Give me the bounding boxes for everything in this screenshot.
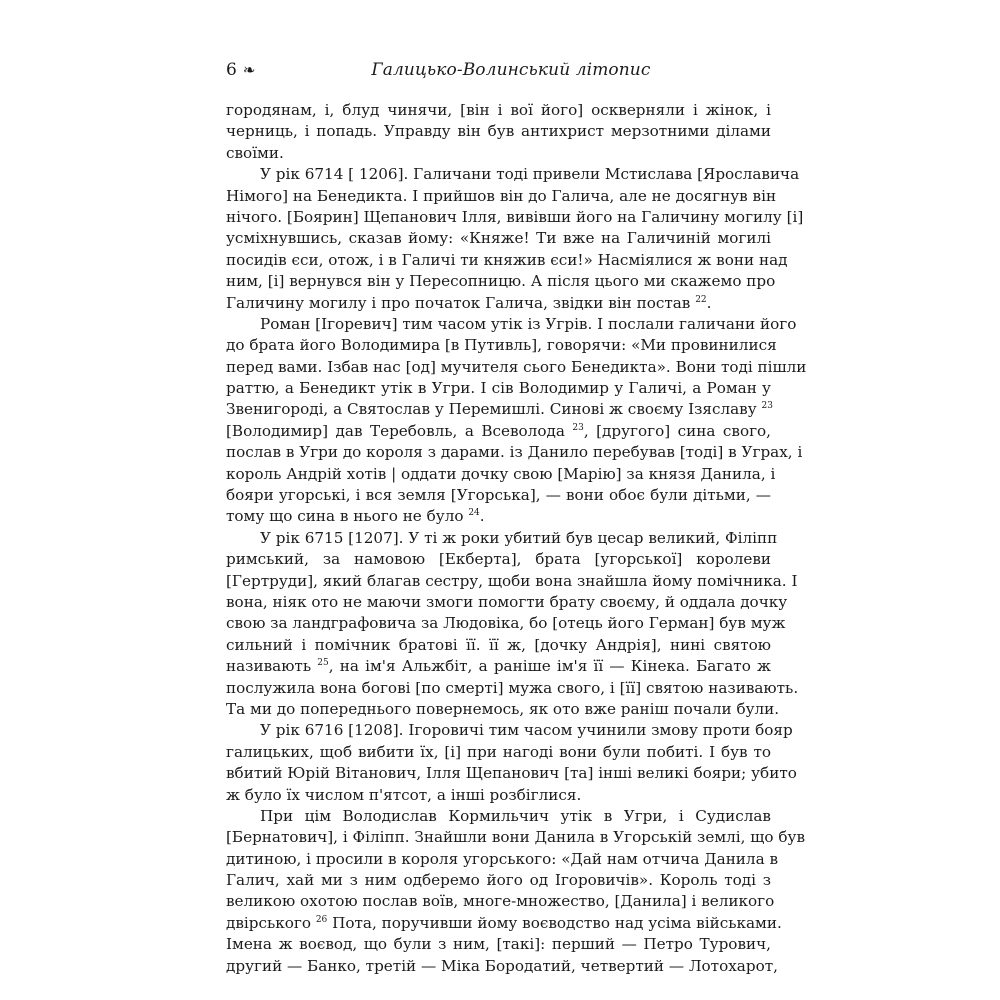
text-line: великою охотою послав воїв, многе-множество, [Данила] і великого: [226, 892, 775, 911]
text-line: усміхнувшись, сказав йому: «Княже! Ти вже на Галичиній могилі: [226, 229, 771, 248]
text-line: тому що сина в нього не було $^{24}$.: [226, 507, 485, 526]
text-body: [226, 100, 807, 977]
text-line: [226, 399, 771, 420]
text-line-content: тому що сина в нього не було: [226, 507, 464, 526]
fleuron-icon: ❧: [242, 61, 256, 79]
text-line: посидів єси, отож, і в Галичі ти княжив єси!» Насміялися ж вони над: [226, 250, 788, 269]
text-line: Німого] на Бенедикта. І прийшов він до Галича, але не досягнув він: [226, 186, 777, 205]
text-line-content: Галичину могилу і про початок Галича, звідки він постав: [226, 293, 691, 312]
text-line: другий — Банко, третій — Міка Бородатий, четвертий — Лотохарот,: [226, 956, 778, 975]
text-line: [Бернатович], і Філіпп. Знайшли вони Данила в Угорській землі, що був: [226, 828, 806, 847]
paragraph: [226, 164, 804, 314]
text-line: Роман [Ігоревич] тим часом утік із Угрів. І послали галичани його: [260, 314, 797, 333]
running-title: Галицько-Волинський літопис: [371, 60, 651, 80]
text-line-tail: Пота, поручивши йому воєводство над усіма військами.: [327, 913, 782, 932]
text-line-tail: , на ім'я Альжбіт, а раніше ім'я її — Кінека. Багато ж: [328, 657, 772, 676]
paragraph: [226, 806, 806, 977]
text-line: У рік 6716 [1208]. Ігоровичі тим часом учинили змову проти бояр: [260, 721, 793, 740]
text-line: [Гертруди], який благав сестру, щоби вона знайшла йому помічника. І: [226, 571, 798, 590]
text-line: черниць, і попадь. Управду він був антихрист мерзотними ділами: [226, 122, 771, 141]
footnote-ref: 26: [315, 914, 328, 925]
text-line: Та ми до попереднього повернемось, як ото вже раніш почали були.: [226, 699, 780, 718]
text-line: перед вами. Ізбав нас [од] мучителя сього Бенедикта». Вони тоді пішли: [226, 357, 807, 376]
footnote-ref: 23: [761, 401, 773, 412]
text-line: вона, ніяк ото не маючи змоги помогти брату своєму, й оддала дочку: [226, 592, 788, 611]
text-line: король Андрій хотів | оддати дочку свою [Марію] за князя Данила, і: [226, 464, 776, 483]
text-line: раттю, а Бенедикт утік в Угри. І сів Володимир у Галичі, а Роман у: [226, 379, 771, 398]
footnote-ref: 24: [468, 508, 480, 519]
paragraph: [226, 528, 799, 721]
paragraph: [226, 100, 771, 164]
page-number: 6: [226, 60, 237, 80]
text-line: римський, за намовою [Екберта], брата [угорської] королеви: [226, 550, 771, 569]
text-line: [226, 656, 771, 677]
text-line: свою за ландграфовича за Людовіка, бо [отець його Герман] був муж: [226, 614, 786, 633]
text-line: [226, 913, 782, 934]
text-line: вбитий Юрій Вітанович, Ілля Щепанович [та] інші великі бояри; убито: [226, 764, 797, 783]
text-line-tail: , [другого] сина свого,: [583, 421, 772, 440]
text-line: до брата його Володимира [в Путивль], говорячи: «Ми провинилися: [226, 336, 777, 355]
footnote-ref: 25: [317, 658, 329, 669]
text-line-content: двірського: [226, 913, 311, 932]
text-line: дитиною, і просили в короля угорського: «Дай нам отчича Данила в: [226, 849, 779, 868]
text-line: [226, 421, 771, 442]
text-line: ним, [і] вернувся він у Пересопницю. А після цього ми скажемо про: [226, 272, 776, 291]
text-line: послужила вона богові [по смерті] мужа свого, і [її] святою називають.: [226, 678, 799, 697]
text-line: У рік 6714 [ 1206]. Галичани тоді привели Мстислава [Ярославича: [260, 165, 800, 184]
text-line: городянам, і, блуд чинячи, [він і вої його] оскверняли і жінок, і: [226, 101, 771, 119]
text-line: послав в Угри до короля з дарами. із Данило перебував [тоді] в Уграх, і: [226, 443, 803, 462]
text-line: Галичину могилу і про початок Галича, звідки він постав $^{22}$.: [226, 293, 712, 312]
text-line: У рік 6715 [1207]. У ті ж роки убитий був цесар великий, Філіпп: [260, 528, 778, 547]
text-line: нічого. [Боярин] Щепанович Ілля, вивівши його на Галичину могилу [і]: [226, 207, 804, 226]
text-line: При цім Володислав Кормильчич утік в Угри, і Судислав: [260, 806, 771, 825]
footnote-ref: 22: [695, 294, 707, 305]
text-line-content: [Володимир] дав Теребовль, а Всеволода: [226, 421, 565, 440]
text-line: Імена ж воєвод, що були з ним, [такі]: перший — Петро Турович,: [226, 935, 771, 954]
text-line: галицьких, щоб вибити їх, [і] при нагоді вони були побиті. І був то: [226, 742, 771, 761]
text-line: Галич, хай ми з ним одберемо його од Ігоровичів». Король тоді з: [226, 871, 771, 890]
paragraph: [226, 314, 807, 528]
text-line: ж було їх числом п'ятсот, а інші розбіглися.: [226, 785, 582, 804]
paragraph: [226, 720, 797, 806]
text-line-content: називають: [226, 657, 312, 676]
footnote-ref: 23: [572, 422, 584, 433]
text-line-content: Звенигороді, а Святослав у Перемишлі. Синові ж своєму Ізяславу: [226, 400, 757, 419]
text-line: сильний і помічник братові її. її ж, [дочку Андрія], нині святою: [226, 635, 771, 654]
text-line: бояри угорські, і вся земля [Угорська], — вони обоє були дітьми, —: [226, 486, 771, 505]
text-line: своїми.: [226, 143, 284, 162]
running-header: [226, 60, 772, 90]
